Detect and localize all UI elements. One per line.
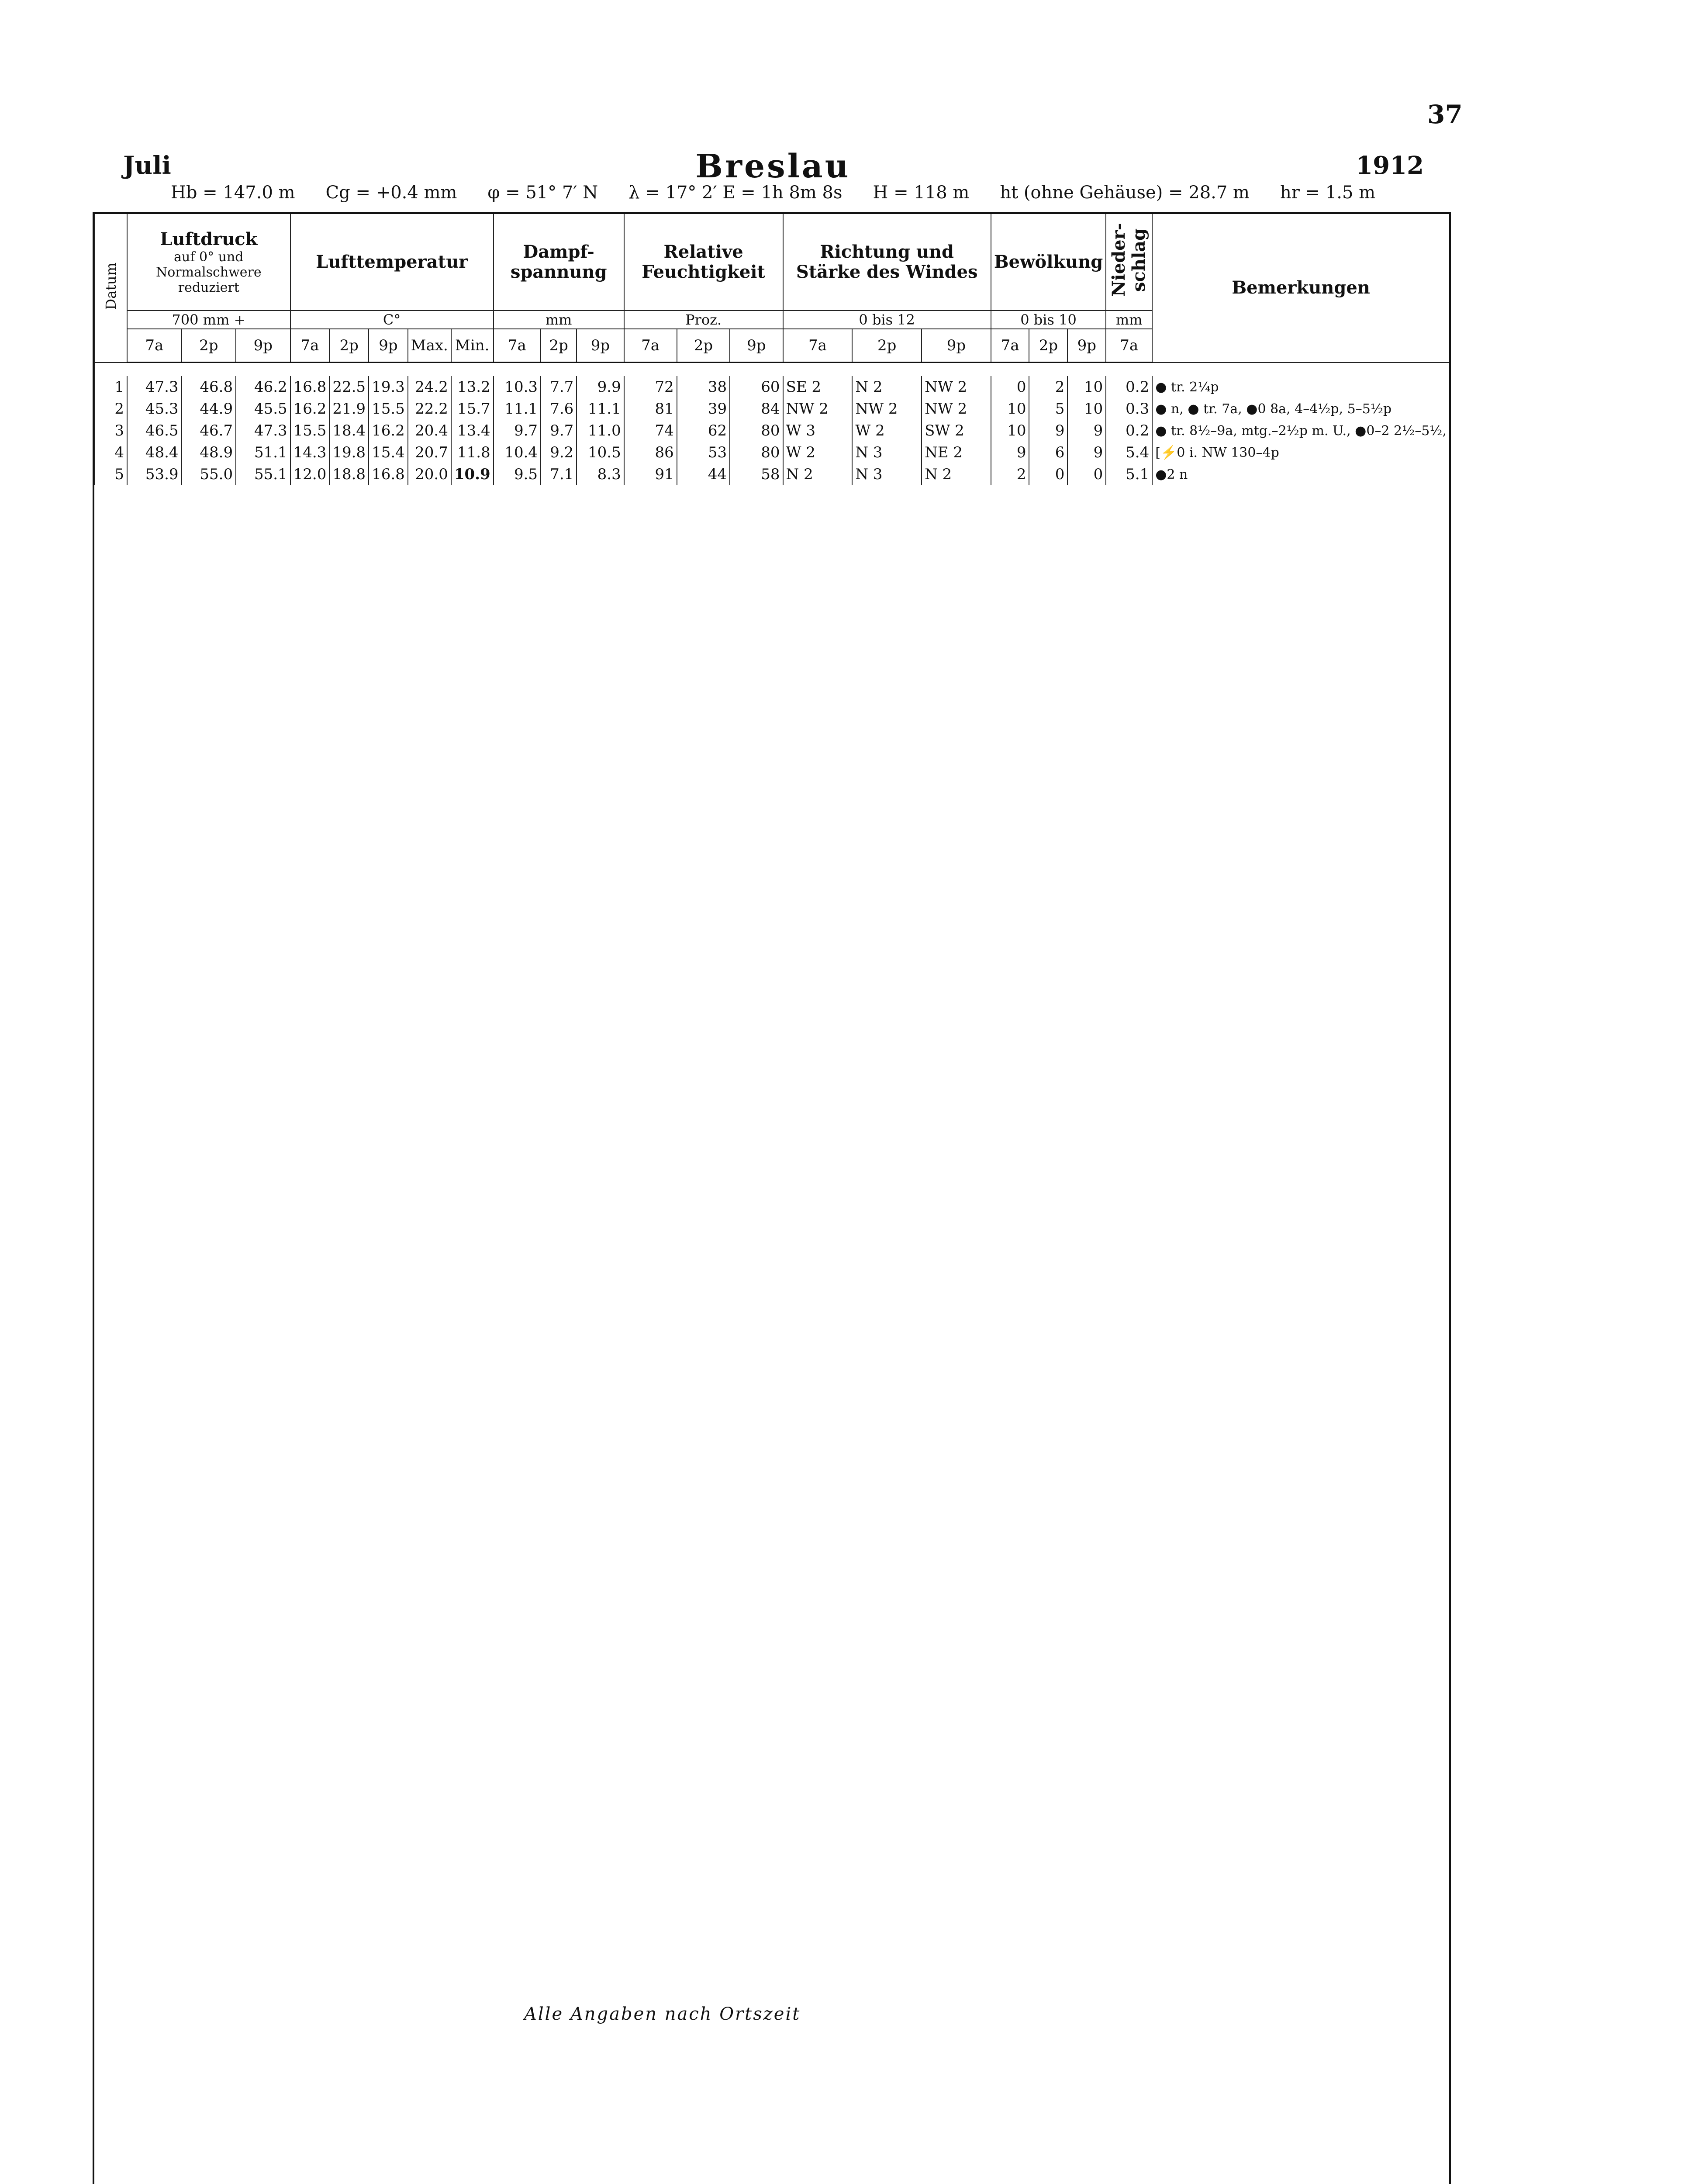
cell-tmax: 20.7 <box>408 442 451 463</box>
cell-p7: 45.3 <box>127 398 182 420</box>
cell-f9: 80 <box>730 420 783 442</box>
col-relative-feuchtigkeit: Relative Feuchtigkeit <box>624 214 783 311</box>
sub-d2: 2p <box>541 329 577 363</box>
cell-b9: 9 <box>1067 442 1106 463</box>
cell-p2: 48.9 <box>182 442 236 463</box>
cell-d2: 7.1 <box>541 463 577 485</box>
cell-p9: 46.2 <box>236 376 290 398</box>
cell-t7: 12.0 <box>290 463 330 485</box>
cell-b7: 2 <box>991 463 1029 485</box>
table-row <box>95 463 1449 485</box>
cell-b9: 10 <box>1067 398 1106 420</box>
col-luftdruck: Luftdruck auf 0° und Normalschwere reduziert <box>127 214 290 311</box>
sub-w9: 9p <box>922 329 991 363</box>
col-niederschlag: Nieder-schlag <box>1106 214 1152 311</box>
cell-tmax: 24.2 <box>408 376 451 398</box>
col-dampfspannung: Dampf-spannung <box>494 214 624 311</box>
cell-p7: 48.4 <box>127 442 182 463</box>
cell-n: 0.3 <box>1106 398 1152 420</box>
cell-day: 3 <box>95 420 127 442</box>
cell-d9: 11.1 <box>577 398 624 420</box>
cell-b9: 10 <box>1067 376 1106 398</box>
sub-f9: 9p <box>730 329 783 363</box>
cell-tmin: 13.2 <box>451 376 494 398</box>
breslau-station-meta <box>118 183 1428 209</box>
cell-p2: 46.7 <box>182 420 236 442</box>
meta-elevation: H = 118 m <box>873 183 970 203</box>
cell-p9: 45.5 <box>236 398 290 420</box>
breslau-year: 1912 <box>1356 151 1424 180</box>
cell-t2: 19.8 <box>329 442 369 463</box>
col-bemerkungen: Bemerkungen <box>1152 214 1449 363</box>
unit-temp: C° <box>290 311 494 329</box>
cell-d2: 9.7 <box>541 420 577 442</box>
cell-t7: 14.3 <box>290 442 330 463</box>
cell-w7: SE 2 <box>783 376 853 398</box>
cell-t9: 19.3 <box>369 376 408 398</box>
cell-tmin: 10.9 <box>451 463 494 485</box>
col-bewoelkung: Bewölkung <box>991 214 1106 311</box>
cell-w9: NW 2 <box>922 376 991 398</box>
cell-t2: 18.8 <box>329 463 369 485</box>
cell-n: 0.2 <box>1106 420 1152 442</box>
cell-p9: 51.1 <box>236 442 290 463</box>
cell-p9: 47.3 <box>236 420 290 442</box>
sub-b9: 9p <box>1067 329 1106 363</box>
table-row <box>95 376 1449 398</box>
cell-f2: 38 <box>677 376 730 398</box>
cell-n: 5.4 <box>1106 442 1152 463</box>
cell-d9: 9.9 <box>577 376 624 398</box>
sub-t9: 9p <box>369 329 408 363</box>
unit-luftdruck: 700 mm + <box>127 311 290 329</box>
cell-t7: 16.8 <box>290 376 330 398</box>
cell-f9: 80 <box>730 442 783 463</box>
cell-t7: 15.5 <box>290 420 330 442</box>
cell-p2: 46.8 <box>182 376 236 398</box>
cell-n: 5.1 <box>1106 463 1152 485</box>
col-wind: Richtung und Stärke des Windes <box>783 214 991 311</box>
cell-w9: NE 2 <box>922 442 991 463</box>
cell-f2: 53 <box>677 442 730 463</box>
cell-d9: 11.0 <box>577 420 624 442</box>
cell-f7: 74 <box>624 420 677 442</box>
sub-tmax: Max. <box>408 329 451 363</box>
cell-tmax: 22.2 <box>408 398 451 420</box>
cell-tmin: 11.8 <box>451 442 494 463</box>
unit-nieder: mm <box>1106 311 1152 329</box>
cell-w2: N 3 <box>852 463 922 485</box>
cell-f7: 81 <box>624 398 677 420</box>
sub-w7: 7a <box>783 329 853 363</box>
cell-w7: N 2 <box>783 463 853 485</box>
meta-cg: Cg = +0.4 mm <box>325 183 457 203</box>
col-datum: Datum <box>95 214 127 363</box>
cell-remarks: ● tr. 2¼p <box>1152 376 1449 398</box>
cell-w2: W 2 <box>852 420 922 442</box>
cell-f2: 62 <box>677 420 730 442</box>
page-number: 37 <box>1427 100 1463 129</box>
cell-f7: 72 <box>624 376 677 398</box>
cell-remarks: ● n, ● tr. 7a, ●0 8a, 4–4½p, 5–5½p <box>1152 398 1449 420</box>
cell-p7: 46.5 <box>127 420 182 442</box>
cell-t9: 15.5 <box>369 398 408 420</box>
cell-b2: 9 <box>1029 420 1067 442</box>
cell-w7: W 2 <box>783 442 853 463</box>
table-row <box>95 442 1449 463</box>
footer-caption: Alle Angaben nach Ortszeit <box>524 2004 801 2024</box>
cell-b2: 6 <box>1029 442 1067 463</box>
cell-t9: 15.4 <box>369 442 408 463</box>
cell-b2: 0 <box>1029 463 1067 485</box>
cell-d2: 7.6 <box>541 398 577 420</box>
sub-n7: 7a <box>1106 329 1152 363</box>
cell-f7: 86 <box>624 442 677 463</box>
cell-t2: 21.9 <box>329 398 369 420</box>
cell-p7: 47.3 <box>127 376 182 398</box>
cell-d7: 10.4 <box>494 442 541 463</box>
cell-d9: 10.5 <box>577 442 624 463</box>
cell-w7: W 3 <box>783 420 853 442</box>
cell-tmin: 13.4 <box>451 420 494 442</box>
breslau-table <box>93 212 1451 2184</box>
cell-p7: 53.9 <box>127 463 182 485</box>
cell-t2: 18.4 <box>329 420 369 442</box>
cell-b9: 0 <box>1067 463 1106 485</box>
cell-w9: NW 2 <box>922 398 991 420</box>
unit-bew: 0 bis 10 <box>991 311 1106 329</box>
cell-d7: 9.5 <box>494 463 541 485</box>
cell-p2: 44.9 <box>182 398 236 420</box>
sub-t7: 7a <box>290 329 330 363</box>
cell-w9: N 2 <box>922 463 991 485</box>
cell-d9: 8.3 <box>577 463 624 485</box>
table-row <box>95 398 1449 420</box>
cell-f7: 91 <box>624 463 677 485</box>
meta-latitude: φ = 51° 7′ N <box>487 183 598 203</box>
breslau-title-row <box>118 148 1428 187</box>
cell-day: 4 <box>95 442 127 463</box>
breslau-station-title: Breslau <box>695 148 851 185</box>
cell-tmax: 20.4 <box>408 420 451 442</box>
sub-f2: 2p <box>677 329 730 363</box>
cell-d2: 9.2 <box>541 442 577 463</box>
cell-day: 5 <box>95 463 127 485</box>
cell-b7: 9 <box>991 442 1029 463</box>
cell-w9: SW 2 <box>922 420 991 442</box>
sub-b2: 2p <box>1029 329 1067 363</box>
meta-hb: Hb = 147.0 m <box>170 183 295 203</box>
sub-p9: 9p <box>236 329 290 363</box>
cell-n: 0.2 <box>1106 376 1152 398</box>
cell-f9: 60 <box>730 376 783 398</box>
cell-t9: 16.2 <box>369 420 408 442</box>
unit-dampf: mm <box>494 311 624 329</box>
cell-f2: 44 <box>677 463 730 485</box>
cell-b7: 10 <box>991 420 1029 442</box>
cell-d7: 11.1 <box>494 398 541 420</box>
cell-remarks: [⚡0 i. NW 130–4p <box>1152 442 1449 463</box>
cell-p9: 55.1 <box>236 463 290 485</box>
sub-p2: 2p <box>182 329 236 363</box>
cell-remarks: ●2 n <box>1152 463 1449 485</box>
cell-b2: 2 <box>1029 376 1067 398</box>
cell-w2: NW 2 <box>852 398 922 420</box>
cell-b7: 0 <box>991 376 1029 398</box>
unit-feucht: Proz. <box>624 311 783 329</box>
cell-tmin: 15.7 <box>451 398 494 420</box>
cell-t9: 16.8 <box>369 463 408 485</box>
cell-f9: 84 <box>730 398 783 420</box>
cell-remarks: ● tr. 8½–9a, mtg.–2½p m. U., ●0–2 2½–5½, <box>1152 420 1449 442</box>
table-row <box>95 420 1449 442</box>
cell-d7: 10.3 <box>494 376 541 398</box>
cell-day: 2 <box>95 398 127 420</box>
sub-b7: 7a <box>991 329 1029 363</box>
meta-longitude: λ = 17° 2′ E = 1h 8m 8s <box>628 183 842 203</box>
cell-day: 1 <box>95 376 127 398</box>
cell-w7: NW 2 <box>783 398 853 420</box>
sub-tmin: Min. <box>451 329 494 363</box>
meta-raingauge-height: hr = 1.5 m <box>1280 183 1376 203</box>
sub-t2: 2p <box>329 329 369 363</box>
cell-f2: 39 <box>677 398 730 420</box>
cell-tmax: 20.0 <box>408 463 451 485</box>
col-lufttemperatur: Lufttemperatur <box>290 214 494 311</box>
cell-d2: 7.7 <box>541 376 577 398</box>
sub-f7: 7a <box>624 329 677 363</box>
cell-t2: 22.5 <box>329 376 369 398</box>
cell-f9: 58 <box>730 463 783 485</box>
sub-d9: 9p <box>577 329 624 363</box>
sub-d7: 7a <box>494 329 541 363</box>
cell-b9: 9 <box>1067 420 1106 442</box>
cell-d7: 9.7 <box>494 420 541 442</box>
cell-w2: N 2 <box>852 376 922 398</box>
breslau-month: Juli <box>123 151 171 180</box>
unit-wind: 0 bis 12 <box>783 311 991 329</box>
sub-w2: 2p <box>852 329 922 363</box>
cell-t7: 16.2 <box>290 398 330 420</box>
meta-thermometer-height: ht (ohne Gehäuse) = 28.7 m <box>1000 183 1250 203</box>
sub-p7: 7a <box>127 329 182 363</box>
cell-b2: 5 <box>1029 398 1067 420</box>
cell-w2: N 3 <box>852 442 922 463</box>
cell-b7: 10 <box>991 398 1029 420</box>
cell-p2: 55.0 <box>182 463 236 485</box>
